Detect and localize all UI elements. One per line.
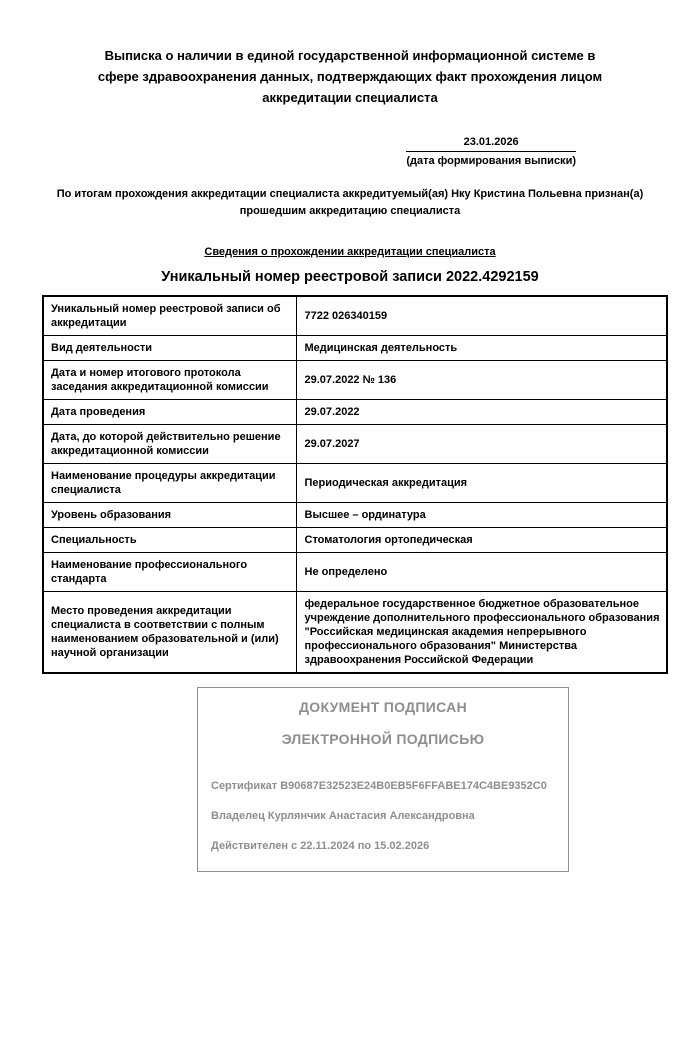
signature-stamp-header-line2: ЭЛЕКТРОННОЙ ПОДПИСЬЮ (281, 731, 485, 747)
row-value: 7722 026340159 (296, 296, 667, 336)
row-label: Уровень образования (43, 503, 296, 528)
table-row (43, 361, 667, 400)
row-label: Специальность (43, 528, 296, 553)
certificate-validity-line: Действителен с 22.11.2024 по 15.02.2026 (211, 840, 430, 852)
row-label: Место проведения аккредитации специалиста в соответствии с полным наименованием образовательной и (или) научной организации (43, 592, 296, 674)
signature-stamp-header-line1: ДОКУМЕНТ ПОДПИСАН (299, 699, 467, 715)
table-row (43, 503, 667, 528)
formation-date: 23.01.2026 (406, 135, 576, 152)
formation-date-caption: (дата формирования выписки) (406, 155, 576, 167)
row-value: федеральное государственное бюджетное образовательное учреждение дополнительного профессионального образования "Российская медицинская академия непрерывного профессионального образования" Министерства здравоохранения Российской Федерации (296, 592, 667, 674)
certificate-owner-line: Владелец Курлянчик Анастасия Александровна (211, 810, 475, 822)
table-row (43, 553, 667, 592)
table-row (43, 592, 667, 674)
table-row (43, 464, 667, 503)
signature-stamp-details (211, 779, 555, 853)
table-row (43, 336, 667, 361)
formation-date-block (406, 135, 576, 168)
row-value: Стоматология ортопедическая (296, 528, 667, 553)
row-value: Не определено (296, 553, 667, 592)
row-label: Дата и номер итогового протокола заседания аккредитационной комиссии (43, 361, 296, 400)
row-value: Высшее – ординатура (296, 503, 667, 528)
accreditation-table-body (43, 296, 667, 673)
row-value: Периодическая аккредитация (296, 464, 667, 503)
table-row (43, 296, 667, 336)
accreditation-table (42, 295, 668, 674)
row-label: Наименование процедуры аккредитации специалиста (43, 464, 296, 503)
certificate-line: Сертификат B90687E32523E24B0EB5F6FFABE174C4BE9352C0 (211, 780, 547, 792)
section-heading: Сведения о прохождении аккредитации специалиста (204, 246, 496, 258)
row-label: Уникальный номер реестровой записи об аккредитации (43, 296, 296, 336)
row-label: Наименование профессионального стандарта (43, 553, 296, 592)
row-value: 29.07.2022 (296, 400, 667, 425)
electronic-signature-stamp (197, 687, 569, 872)
document-page (0, 45, 700, 1045)
accreditation-result-statement: По итогам прохождения аккредитации специалиста аккредитуемый(ая) Нку Кристина Польевна признан(а) прошедшим аккредитацию специалиста (56, 188, 644, 217)
row-value: Медицинская деятельность (296, 336, 667, 361)
table-row (43, 528, 667, 553)
row-label: Вид деятельности (43, 336, 296, 361)
page-title: Выписка о наличии в единой государственной информационной системе в сфере здравоохранения данных, подтверждающих факт прохождения лицом аккредитации специалиста (97, 48, 603, 105)
table-row (43, 425, 667, 464)
registry-number-line: Уникальный номер реестровой записи 2022.4292159 (161, 269, 539, 285)
row-label: Дата проведения (43, 400, 296, 425)
row-label: Дата, до которой действительно решение аккредитационной комиссии (43, 425, 296, 464)
row-value: 29.07.2022 № 136 (296, 361, 667, 400)
row-value: 29.07.2027 (296, 425, 667, 464)
table-row (43, 400, 667, 425)
